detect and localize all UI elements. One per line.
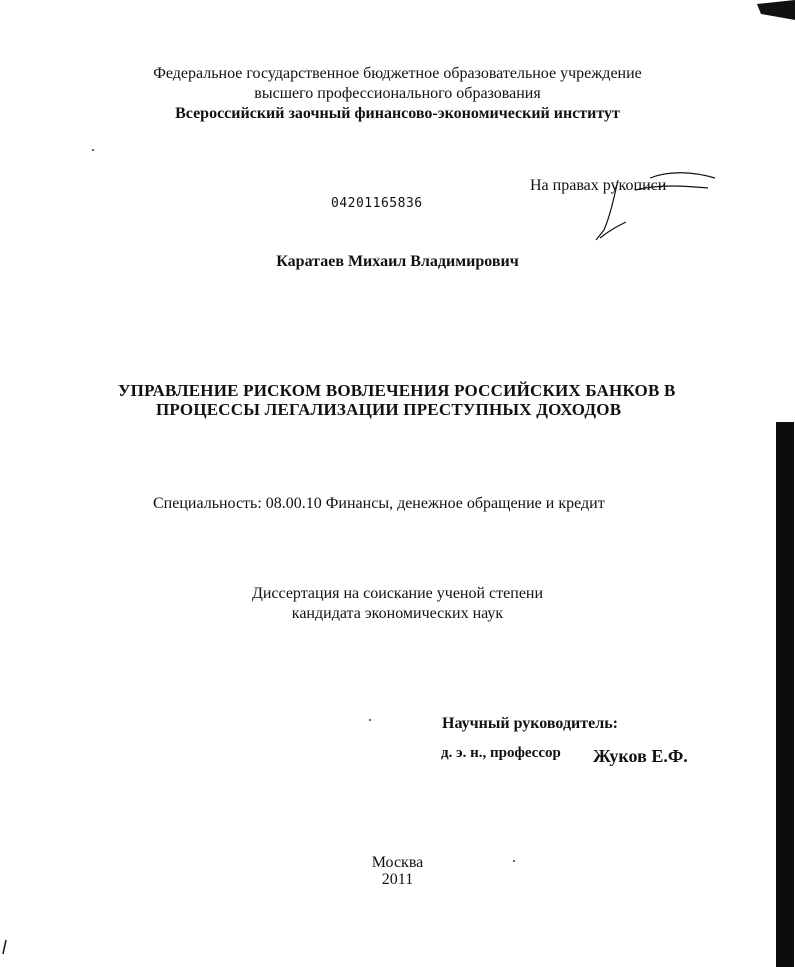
dissertation-title-line-2: ПРОЦЕССЫ ЛЕГАЛИЗАЦИИ ПРЕСТУПНЫХ ДОХОДОВ [156, 400, 622, 419]
manuscript-rights: На правах рукописи [530, 177, 667, 194]
dissertation-degree-line-1: Диссертация на соискание ученой степени [251, 585, 544, 602]
institution-line-2: высшего профессионального образования [254, 85, 541, 102]
year: 2011 [381, 871, 414, 888]
scan-speck [92, 149, 94, 151]
city: Москва [371, 854, 424, 871]
institution-line-3: Всероссийский заочный финансово-экономический институт [175, 105, 620, 122]
dissertation-degree-line-2: кандидата экономических наук [291, 605, 504, 622]
author-name: Каратаев Михаил Владимирович [276, 253, 519, 270]
scan-edge-shadow [776, 422, 794, 967]
scan-speck [369, 719, 371, 721]
dissertation-title-line-1: УПРАВЛЕНИЕ РИСКОМ ВОВЛЕЧЕНИЯ РОССИЙСКИХ БАНКОВ В [118, 381, 676, 400]
scan-mark [0, 938, 10, 958]
scan-speck [513, 860, 515, 862]
signature-scribble [590, 168, 720, 248]
specialty: Специальность: 08.00.10 Финансы, денежное обращение и кредит [153, 495, 605, 512]
supervisor-name: Жуков Е.Ф. [593, 746, 688, 766]
supervisor-label: Научный руководитель: [442, 715, 618, 732]
supervisor-degree: д. э. н., профессор [441, 745, 561, 761]
scan-corner-mark [757, 0, 795, 22]
institution-line-1: Федеральное государственное бюджетное образовательное учреждение [153, 65, 642, 82]
registration-number: 04201165836 [331, 196, 423, 211]
